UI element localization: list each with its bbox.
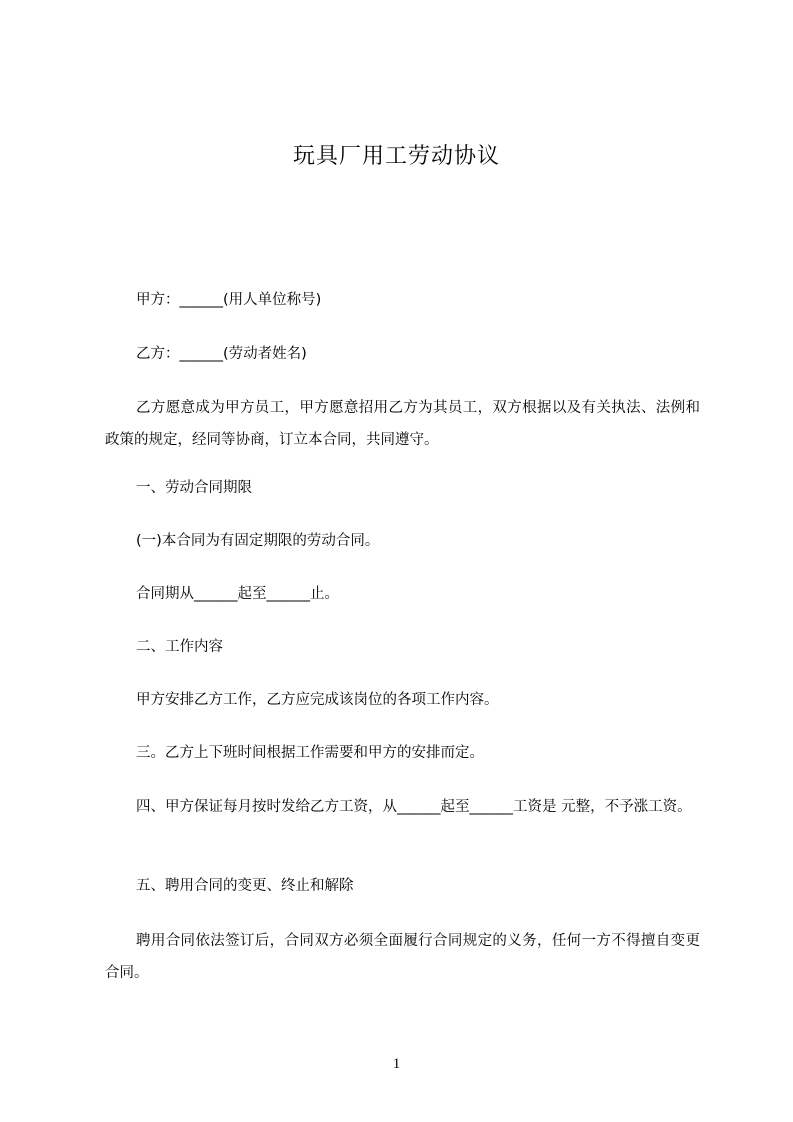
party-a-blank: ______ bbox=[179, 292, 223, 308]
term-prefix: 合同期从 bbox=[136, 586, 194, 602]
party-a-label: 甲方： bbox=[136, 292, 180, 308]
term-middle: 起至 bbox=[237, 586, 267, 602]
page-number: 1 bbox=[392, 1056, 401, 1072]
party-b-note: (劳动者姓名) bbox=[223, 346, 307, 362]
section-1-item-1: (一)本合同为有固定期限的劳动合同。 bbox=[136, 533, 380, 549]
term-blank-start: ______ bbox=[194, 586, 238, 602]
party-a-line bbox=[105, 284, 731, 316]
party-a-note: (用人单位称号) bbox=[223, 292, 322, 308]
section-1-heading: 一、劳动合同期限 bbox=[136, 480, 252, 496]
party-b-blank: ______ bbox=[179, 346, 223, 362]
contract-term-line bbox=[105, 578, 731, 610]
party-b-line bbox=[105, 338, 731, 370]
section-5-heading: 五、聘用合同的变更、终止和解除 bbox=[136, 878, 354, 894]
document-title: 玩具厂用工劳动协议 bbox=[292, 144, 500, 169]
section-3-text: 三。乙方上下班时间根据工作需要和甲方的安排而定。 bbox=[136, 745, 484, 761]
term-suffix: 止。 bbox=[310, 586, 339, 602]
section-2-text: 甲方安排乙方工作，乙方应完成该岗位的各项工作内容。 bbox=[136, 692, 499, 708]
intro-paragraph: 乙方愿意成为甲方员工，甲方愿意招用乙方为其员工，双方根据以及有关执法、法例和政策的规定，经同等协商，订立本合同，共同遵守。 bbox=[105, 400, 700, 448]
section-2-heading: 二、工作内容 bbox=[136, 639, 223, 655]
term-blank-end: ______ bbox=[266, 586, 310, 602]
section-4-text: 四、甲方保证每月按时发给乙方工资，从______起至______工资是 元整，不予涨工资。 bbox=[136, 799, 692, 815]
section-5-text: 聘用合同依法签订后，合同双方必须全面履行合同规定的义务，任何一方不得擅自变更合同。 bbox=[105, 933, 700, 981]
party-b-label: 乙方： bbox=[136, 346, 180, 362]
